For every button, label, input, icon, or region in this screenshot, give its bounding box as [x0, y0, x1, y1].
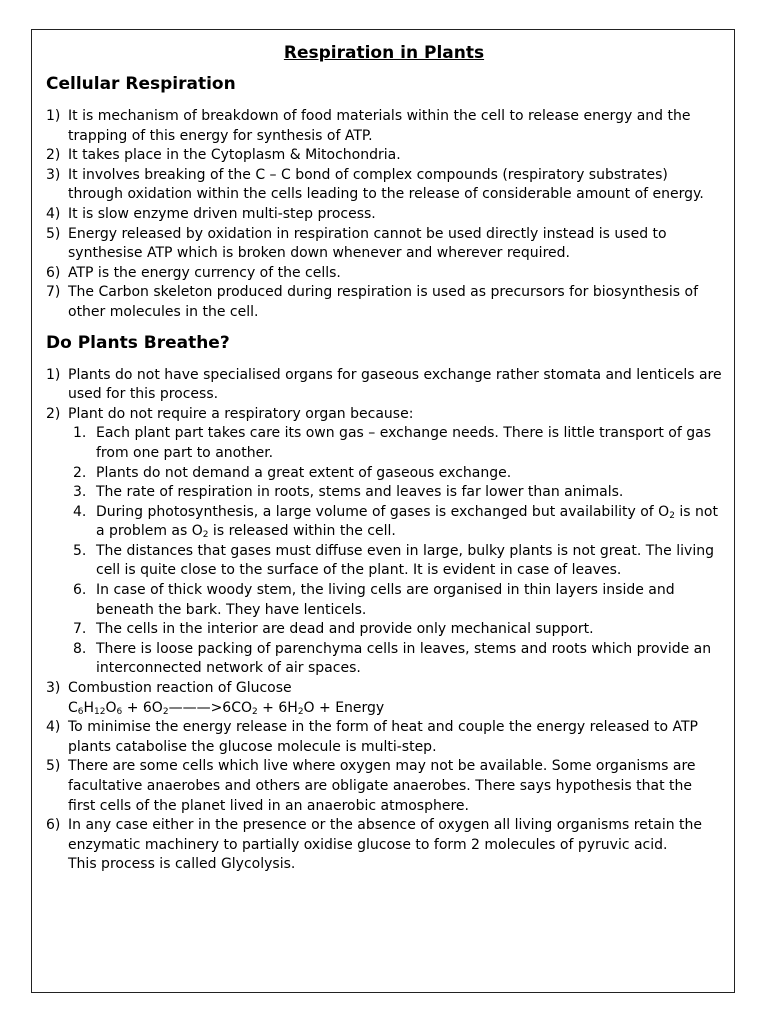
sub-item-text: There is loose packing of parenchyma cells in leaves, stems and roots which provide an interconnected network of air spaces.: [96, 640, 712, 677]
sub-item-number: 2.: [73, 464, 87, 481]
list-item: [46, 264, 722, 284]
item-number: 3): [46, 166, 61, 183]
item-number: 1): [46, 108, 61, 124]
sub-item-text: Plants do not demand a great extent of gaseous exchange.: [96, 464, 512, 481]
sub-list-item: [68, 464, 722, 484]
list-item: [46, 816, 722, 875]
sub-list-item: [68, 542, 722, 581]
list-item: [46, 205, 722, 225]
sub-item-text: The cells in the interior are dead and provide only mechanical support.: [96, 621, 594, 638]
document-title: Respiration in Plants: [283, 43, 485, 63]
sub-item-number: 3.: [73, 484, 87, 501]
item-number: 2): [46, 405, 61, 422]
list-item: [46, 757, 722, 816]
item-text: Plant do not require a respiratory organ because:: [68, 405, 414, 422]
item-number: 4): [46, 719, 61, 736]
sub-list-item: [68, 620, 722, 640]
do-plants-breathe-list: [46, 366, 722, 875]
item-number: 6): [46, 264, 61, 281]
list-item: [46, 225, 722, 264]
section-heading-do-plants-breathe: Do Plants Breathe?: [46, 332, 230, 353]
sub-list-item: [68, 581, 722, 620]
item-number: 1): [46, 366, 61, 383]
item-text: The Carbon skeleton produced during respiration is used as precursors for biosynthesis of other molecules in the cell.: [68, 284, 699, 320]
item-text: There are some cells which live where oxygen may not be available. Some organisms are facultative anaerobes and others are obligate anaerobes. There says hypothesis that the first cells of the planet lived in an anaerobic atmosphere.: [68, 758, 696, 814]
item-text: ATP is the energy currency of the cells.: [68, 264, 341, 281]
sub-list-item: [68, 424, 722, 463]
sub-item-number: 8.: [73, 640, 87, 657]
item-number: 6): [46, 817, 61, 834]
item-text: Energy released by oxidation in respiration cannot be used directly instead is used to synthesise ATP which is broken down whenever and wherever required.: [68, 225, 667, 262]
cellular-respiration-list: [46, 107, 722, 323]
item-number: 4): [46, 205, 61, 222]
sub-item-number: 4.: [73, 503, 87, 520]
sub-item-number: 6.: [73, 582, 87, 599]
sub-item-number: 7.: [73, 621, 87, 638]
sub-list: [68, 424, 722, 679]
item-text: Plants do not have specialised organs for gaseous exchange rather stomata and lenticels are used for this process.: [68, 366, 722, 403]
sub-item-text: Each plant part takes care its own gas – exchange needs. There is little transport of gas from one part to another.: [96, 425, 712, 461]
sub-item-text: During photosynthesis, a large volume of gases is exchanged but availability of $O_2$ is not a problem as $O_2$ is released within the cell.: [96, 503, 718, 541]
sub-list-item: [68, 483, 722, 503]
item-text: It is slow enzyme driven multi-step process.: [68, 205, 376, 222]
sub-item-text: The distances that gases must diffuse even in large, bulky plants is not great. The living cell is quite close to the surface of the plant. It is evident in case of leaves.: [96, 542, 714, 579]
list-item: [46, 146, 722, 166]
item-text: Combustion reaction of Glucose: [68, 680, 292, 697]
sub-list-item: [68, 640, 722, 679]
glycolysis-note: This process is called Glycolysis.: [68, 856, 296, 873]
section-heading-cellular-respiration: Cellular Respiration: [46, 74, 236, 94]
list-item: [46, 405, 722, 679]
document-page: [31, 29, 735, 993]
list-item: [46, 366, 722, 405]
sub-item-text: In case of thick woody stem, the living cells are organised in thin layers inside and beneath the bark. They have lenticels.: [96, 582, 675, 618]
list-item: [46, 679, 722, 718]
item-text: It is mechanism of breakdown of food materials within the cell to release energy and the trapping of this energy for synthesis of ATP.: [68, 108, 691, 144]
list-item: [46, 107, 722, 146]
document-content: [46, 42, 722, 875]
item-number: 2): [46, 147, 61, 164]
sub-list-item: [68, 503, 722, 542]
sub-item-number: 5.: [73, 542, 87, 559]
list-item: [46, 718, 722, 757]
sub-item-number: 1.: [73, 425, 87, 442]
item-number: 5): [46, 758, 61, 775]
item-number: 7): [46, 284, 61, 301]
list-item: [46, 166, 722, 205]
item-number: 5): [46, 225, 61, 242]
glucose-combustion-equation: $C_6H_{12}O_6$ + $6O_2———>6CO_2 + 6H_2O$ + Energy: [68, 699, 385, 717]
sub-item-text: The rate of respiration in roots, stems and leaves is far lower than animals.: [96, 484, 624, 501]
item-text: It takes place in the Cytoplasm & Mitochondria.: [68, 147, 401, 164]
item-text: It involves breaking of the C – C bond of complex compounds (respiratory substrates) through oxidation within the cells leading to the release of considerable amount of energy.: [68, 166, 704, 203]
item-text: In any case either in the presence or the absence of oxygen all living organisms retain the enzymatic machinery to partially oxidise glucose to form 2 molecules of pyruvic acid.: [68, 817, 703, 853]
list-item: [46, 283, 722, 322]
item-number: 3): [46, 680, 61, 697]
item-text: To minimise the energy release in the form of heat and couple the energy released to ATP plants catabolise the glucose molecule is multi-step.: [68, 719, 698, 755]
